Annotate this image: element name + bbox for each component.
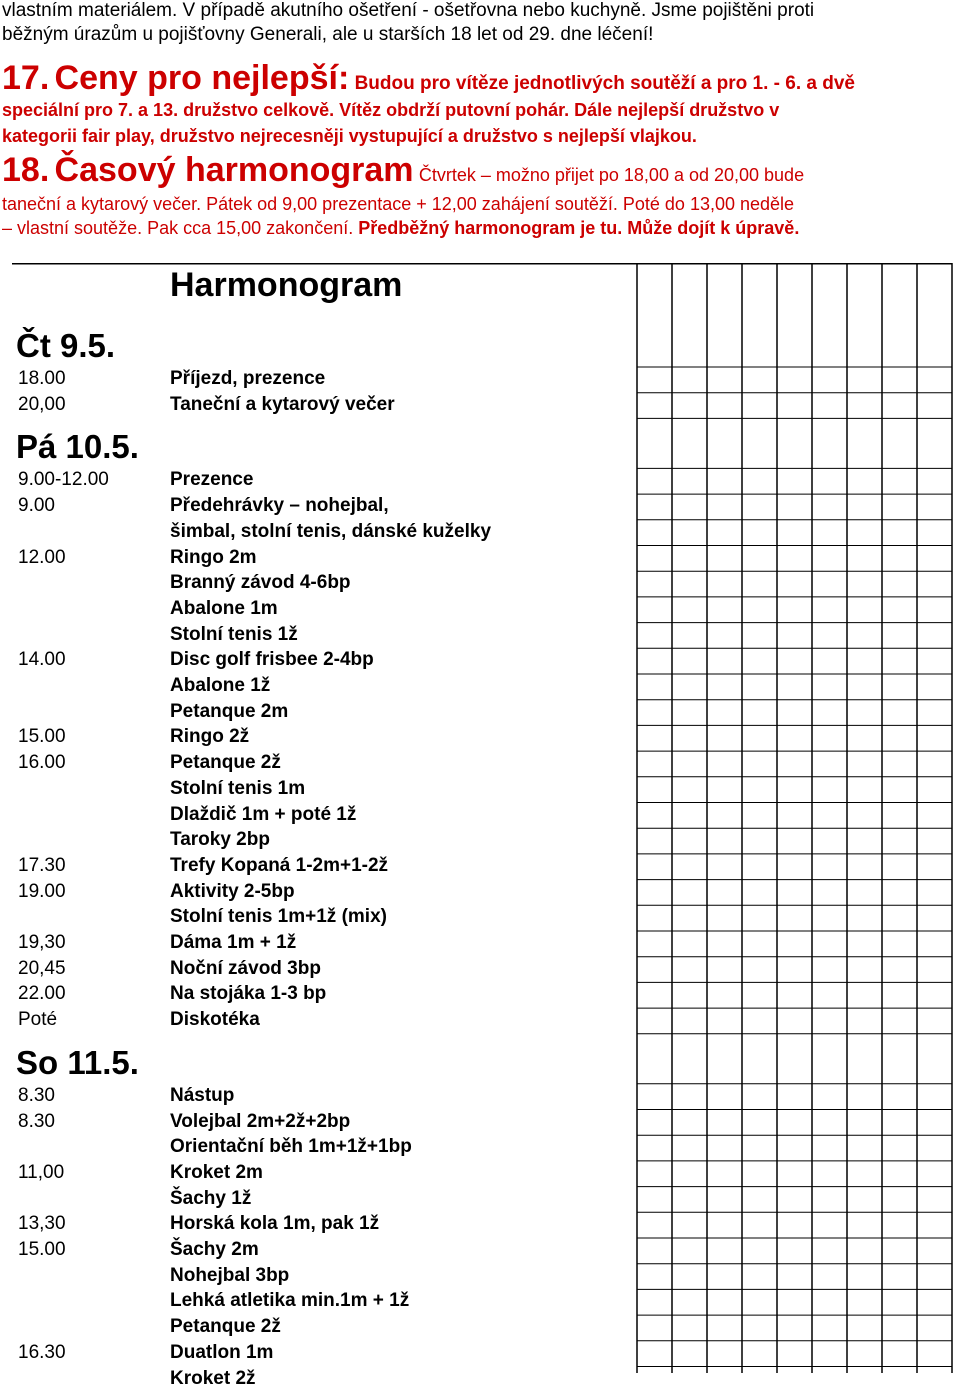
schedule-activity: Kroket 2m	[170, 1161, 263, 1183]
schedule-grid	[12, 263, 957, 1373]
schedule-activity: Ringo 2m	[170, 546, 257, 568]
schedule-activity: Petanque 2ž	[170, 752, 281, 774]
schedule-activity: Duatlon 1m	[170, 1341, 274, 1363]
section-17-title: Ceny pro nejlepší:	[54, 59, 350, 97]
schedule-activity: Taneční a kytarový večer	[170, 393, 395, 415]
schedule-activity: Abalone 1m	[170, 597, 278, 619]
day-heading: Čt 9.5.	[16, 327, 116, 364]
schedule-activity: Stolní tenis 1ž	[170, 623, 298, 645]
schedule-time: 15.00	[18, 726, 66, 748]
schedule-activity: Dlaždič 1m + poté 1ž	[170, 803, 357, 825]
section-18-line-3: – vlastní soutěže. Pak cca 15,00 zakončení. Předběžný harmonogram je tu. Může dojít k úpravě.	[2, 218, 800, 238]
schedule-time: 18.00	[18, 368, 66, 389]
schedule-time: 11,00	[18, 1161, 65, 1183]
schedule-time: 19,30	[18, 932, 66, 953]
schedule-time: 20,45	[18, 957, 66, 979]
section-17-text: Budou pro vítěze jednotlivých soutěží a pro 1. - 6. a dvě	[354, 73, 855, 94]
schedule-activity: Ringo 2ž	[170, 726, 250, 748]
schedule-activity: šimbal, stolní tenis, dánské kuželky	[170, 520, 492, 542]
schedule-activity: Předehrávky – nohejbal,	[170, 495, 389, 517]
section-18-text: Čtvrtek – možno přijet po 18,00 a od 20,00 bude	[418, 165, 805, 185]
schedule-activity: Příjezd, prezence	[170, 368, 326, 389]
section-18-line-2: taneční a kytarový večer. Pátek od 9,00 prezentace + 12,00 zahájení soutěží. Poté do 13,00 neděle	[2, 194, 795, 214]
schedule-activity: Stolní tenis 1m	[170, 777, 306, 799]
schedule-activity: Orientační běh 1m+1ž+1bp	[170, 1136, 412, 1158]
schedule-time: 15.00	[18, 1239, 66, 1260]
schedule-time: 9.00	[18, 495, 55, 517]
section-17-heading	[2, 58, 855, 104]
section-18-number: 18.	[2, 151, 50, 189]
schedule-activity: Lehká atletika min.1m + 1ž	[170, 1290, 410, 1312]
intro-line-2: běžným úrazům u pojišťovny Generali, ale u starších 18 let od 29. dne léčení!	[2, 24, 654, 45]
schedule-activity: Prezence	[170, 469, 254, 491]
schedule-activity: Kroket 2ž	[170, 1367, 256, 1389]
schedule-time: 8.30	[18, 1110, 55, 1132]
schedule-activity: Abalone 1ž	[170, 675, 271, 696]
schedule-time: 19.00	[18, 880, 66, 902]
schedule-activity: Nohejbal 3bp	[170, 1264, 290, 1286]
schedule-table	[12, 263, 957, 1389]
section-18-heading	[2, 150, 804, 196]
section-17-line-2: speciální pro 7. a 13. družstvo celkově. Vítěz obdrží putovní pohár. Dále nejlepší družstvo v	[2, 100, 780, 120]
section-18-title: Časový harmonogram	[54, 151, 414, 189]
schedule-activity: Trefy Kopaná 1-2m+1-2ž	[170, 854, 389, 876]
schedule-time: 22.00	[18, 983, 66, 1005]
schedule-activity: Petanque 2ž	[170, 1316, 281, 1338]
schedule-activity: Dáma 1m + 1ž	[170, 932, 297, 953]
schedule-time: 13,30	[18, 1213, 66, 1235]
schedule-time: 16.30	[18, 1341, 66, 1363]
intro-line-1: vlastním materiálem. V případě akutního ošetření - ošetřovna nebo kuchyně. Jsme pojištěni proti	[2, 0, 815, 21]
schedule-activity: Taroky 2bp	[170, 829, 270, 851]
schedule-activity: Petanque 2m	[170, 700, 289, 722]
schedule-activity: Branný závod 4-6bp	[170, 572, 351, 594]
schedule-activity: Noční závod 3bp	[170, 957, 321, 979]
section-17-line-3: kategorii fair play, družstvo nejrecesněji vystupující a družstvo s nejlepší vlajkou.	[2, 126, 697, 146]
schedule-time: 17.30	[18, 854, 66, 876]
schedule-time: 14.00	[18, 649, 66, 671]
schedule-activity: Horská kola 1m, pak 1ž	[170, 1213, 380, 1235]
schedule-time: 8.30	[18, 1084, 55, 1106]
day-heading: So 11.5.	[16, 1043, 139, 1081]
schedule-activity: Volejbal 2m+2ž+2bp	[170, 1110, 351, 1132]
schedule-time: 16.00	[18, 752, 66, 774]
schedule-activity: Na stojáka 1-3 bp	[170, 983, 327, 1005]
schedule-time: 20,00	[18, 393, 66, 415]
section-17-number: 17.	[2, 59, 50, 97]
schedule-activity: Šachy 2m	[170, 1239, 259, 1260]
schedule-activity: Diskotéka	[170, 1009, 260, 1031]
schedule-activity: Aktivity 2-5bp	[170, 880, 295, 902]
day-heading: Pá 10.5.	[16, 428, 139, 466]
schedule-time: 9.00-12.00	[18, 469, 109, 491]
schedule-title: Harmonogram	[170, 266, 403, 304]
schedule-time: Poté	[18, 1009, 58, 1031]
schedule-activity: Disc golf frisbee 2-4bp	[170, 649, 374, 671]
schedule-time: 12.00	[18, 546, 66, 568]
schedule-activity: Nástup	[170, 1084, 235, 1106]
preliminary-schedule-note: Předběžný harmonogram je tu. Může dojít k úpravě.	[358, 218, 800, 238]
schedule-activity: Šachy 1ž	[170, 1187, 252, 1209]
schedule-activity: Stolní tenis 1m+1ž (mix)	[170, 906, 387, 928]
